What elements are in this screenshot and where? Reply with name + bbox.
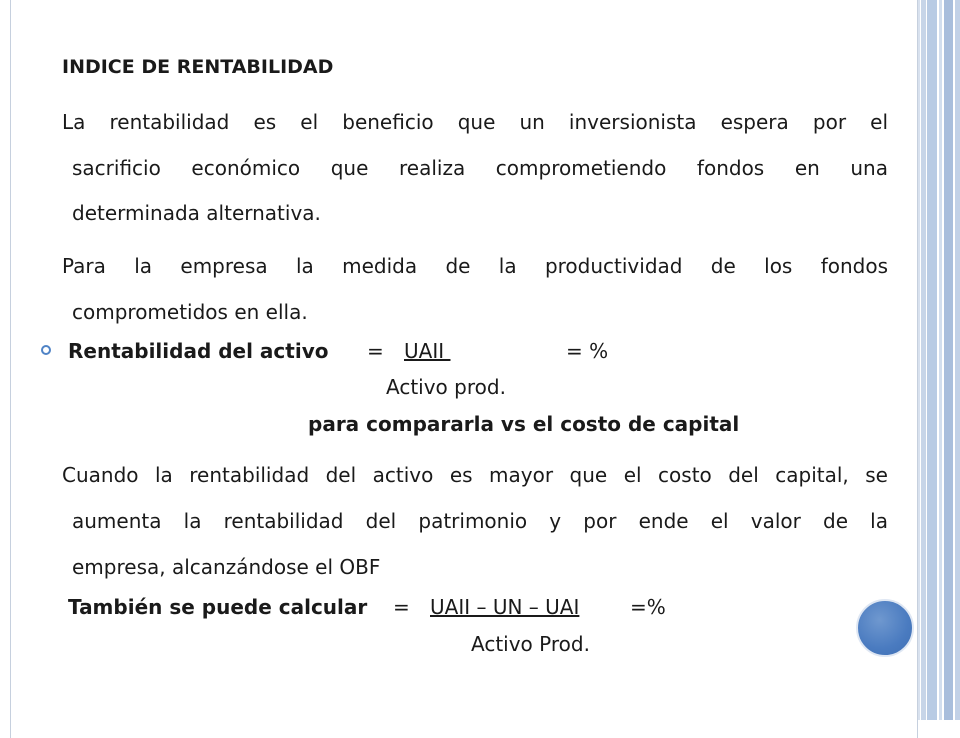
formula2-numerator: UAII – UN – UAI [430, 595, 580, 619]
formula2-denominator: Activo Prod. [471, 632, 590, 656]
formula-denominator: Activo prod. [386, 375, 506, 399]
paragraph-line: Cuando la rentabilidad del activo es mayor que el costo del capital, se [62, 463, 888, 487]
formula2-result: =% [630, 595, 666, 619]
paragraph-line: determinada alternativa. [72, 201, 321, 225]
formula-result: = % [566, 339, 609, 363]
stripe [955, 0, 960, 720]
stripe [944, 0, 953, 720]
bullet-circle-icon [41, 345, 51, 355]
stripe [939, 0, 942, 720]
decorative-circle [856, 599, 914, 657]
paragraph-line: empresa, alcanzándose el OBF [72, 555, 381, 579]
stripe [921, 0, 926, 720]
paragraph-line: comprometidos en ella. [72, 300, 308, 324]
formula-note: para compararla vs el costo de capital [308, 412, 740, 436]
stripe [918, 0, 920, 720]
slide-title: INDICE DE RENTABILIDAD [62, 56, 334, 78]
formula-label: Rentabilidad del activo [68, 339, 329, 363]
formula2-equals: = [393, 595, 410, 619]
stripe [927, 0, 937, 720]
paragraph-line: aumenta la rentabilidad del patrimonio y por ende el valor de la [72, 509, 888, 533]
formula2-label: También se puede calcular [68, 595, 368, 619]
paragraph-line: sacrificio económico que realiza comprometiendo fondos en una [72, 156, 888, 180]
decorative-side-stripes [918, 0, 960, 720]
paragraph-line: Para la empresa la medida de la productividad de los fondos [62, 254, 888, 278]
paragraph-line: La rentabilidad es el beneficio que un inversionista espera por el [62, 110, 888, 134]
formula-equals: = [367, 339, 384, 363]
formula-numerator: UAII [404, 339, 451, 363]
